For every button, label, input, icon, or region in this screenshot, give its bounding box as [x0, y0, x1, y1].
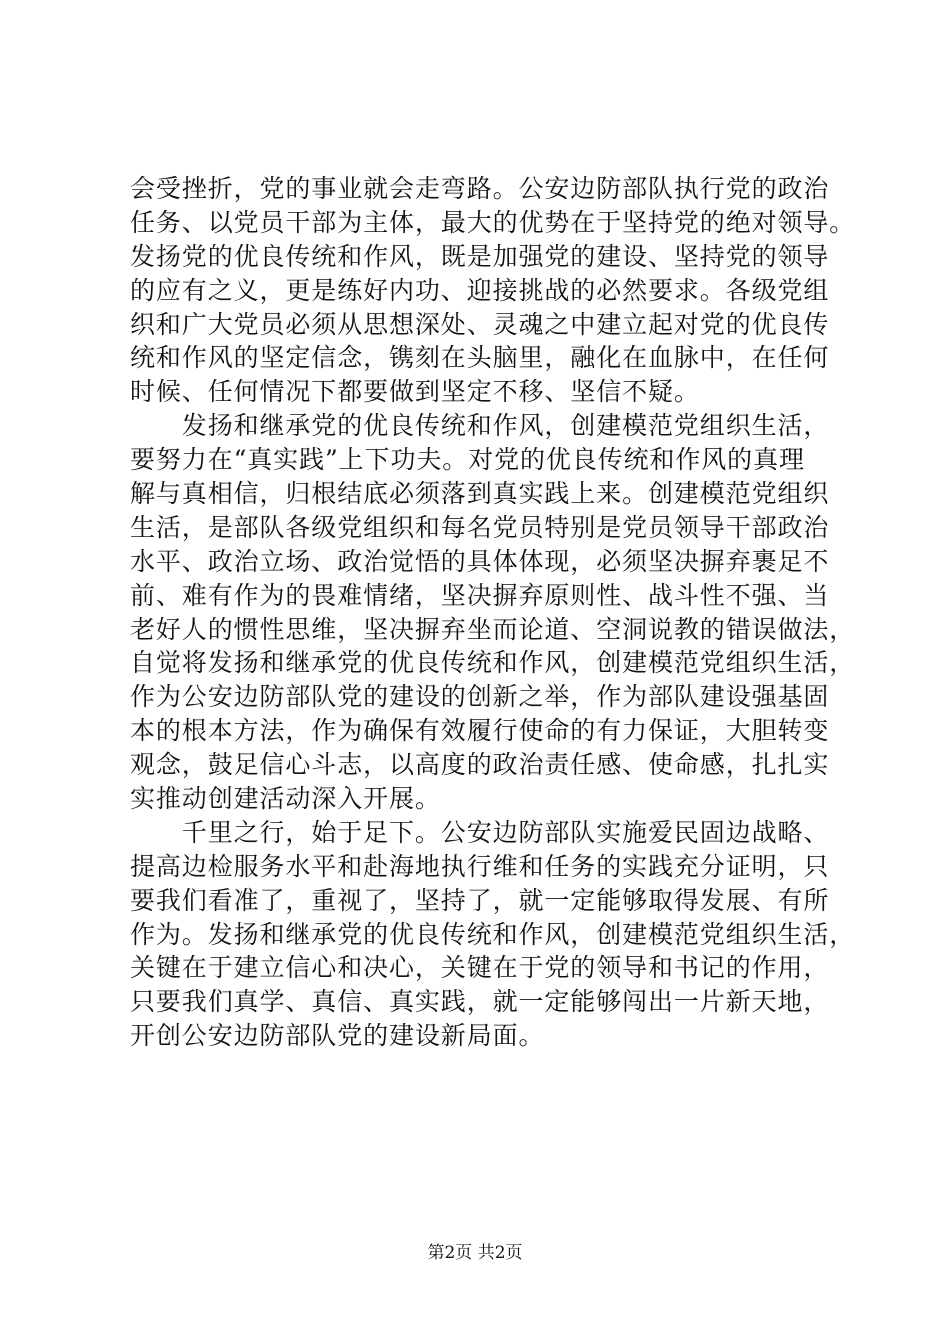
- text-line: 只要我们真学、真信、真实践，就一定能够闯出一片新天地，: [130, 987, 830, 1017]
- text-line: 作为。发扬和继承党的优良传统和作风，创建模范党组织生活，: [130, 919, 856, 949]
- text-line: 开创公安边防部队党的建设新局面。: [130, 1021, 545, 1051]
- text-line: 要我们看准了，重视了，坚持了，就一定能够取得发展、有所: [130, 885, 830, 915]
- text-line: 作为公安边防部队党的建设的创新之举，作为部队建设强基固: [130, 682, 830, 712]
- text-line: 任务、以党员干部为主体，最大的优势在于坚持党的绝对领导。: [130, 207, 856, 237]
- text-line: 前、难有作为的畏难情绪，坚决摒弃原则性、战斗性不强、当: [130, 580, 830, 610]
- text-line: 本的根本方法，作为确保有效履行使命的有力保证，大胆转变: [130, 716, 830, 746]
- text-line: 统和作风的坚定信念，镌刻在头脑里，融化在血脉中，在任何: [130, 343, 830, 373]
- text-line: 解与真相信，归根结底必须落到真实践上来。创建模范党组织: [130, 479, 830, 509]
- text-line: 观念，鼓足信心斗志，以高度的政治责任感、使命感，扎扎实: [130, 750, 830, 780]
- text-line: 时候、任何情况下都要做到坚定不移、坚信不疑。: [130, 377, 700, 407]
- text-line: 发扬党的优良传统和作风，既是加强党的建设、坚持党的领导: [130, 241, 830, 271]
- body-text: [130, 172, 856, 1053]
- text-line: 千里之行，始于足下。公安边防部队实施爱民固边战略、: [130, 817, 830, 847]
- text-line: 生活，是部队各级党组织和每名党员特别是党员领导干部政治: [130, 512, 830, 542]
- text-line: 的应有之义，更是练好内功、迎接挑战的必然要求。各级党组: [130, 275, 830, 305]
- text-line: 会受挫折，党的事业就会走弯路。公安边防部队执行党的政治: [130, 174, 830, 203]
- text-line: 自觉将发扬和继承党的优良传统和作风，创建模范党组织生活，: [130, 648, 856, 678]
- text-line: 发扬和继承党的优良传统和作风，创建模范党组织生活，: [130, 411, 830, 441]
- text-line: 要努力在“真实践”上下功夫。对党的优良传统和作风的真理: [130, 445, 805, 475]
- text-line: 关键在于建立信心和决心，关键在于党的领导和书记的作用，: [130, 953, 830, 983]
- text-line: 织和广大党员必须从思想深处、灵魂之中建立起对党的优良传: [130, 309, 830, 339]
- text-line: 提高边检服务水平和赴海地执行维和任务的实践充分证明，只: [130, 851, 830, 881]
- text-line: 实推动创建活动深入开展。: [130, 784, 441, 814]
- text-line: 老好人的惯性思维，坚决摒弃坐而论道、空洞说教的错误做法，: [130, 614, 856, 644]
- text-line: 水平、政治立场、政治觉悟的具体体现，必须坚决摒弃裹足不: [130, 546, 830, 576]
- page-footer: 第2页 共2页: [427, 1243, 523, 1263]
